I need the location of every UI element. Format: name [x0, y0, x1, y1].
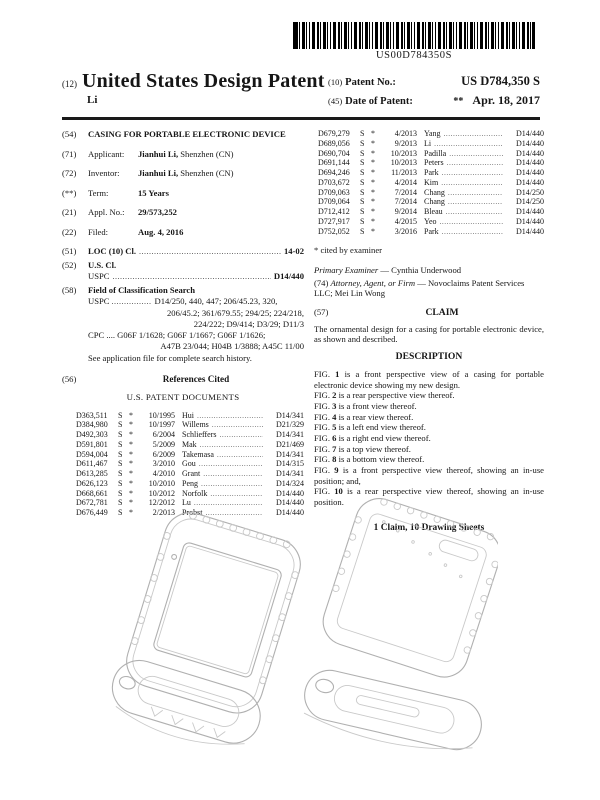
figure-front-perspective-drawing [103, 497, 303, 792]
leader-dots [448, 197, 503, 207]
patent-reference-row [76, 411, 304, 421]
field-number: (54) [62, 129, 77, 139]
ref-examiner-star: * [129, 430, 133, 440]
figure-description-line: FIG. 1 is a front perspective view of a casing for portable electronic device showing my new design. [314, 368, 544, 390]
left-column [62, 129, 304, 534]
ref-examiner-star: * [129, 469, 133, 479]
date-stars: ** [453, 96, 464, 107]
barcode-block [293, 22, 535, 61]
patent-reference-row [76, 459, 304, 469]
leader-dots [449, 149, 503, 159]
ref-inventor-name: Chang [424, 197, 445, 207]
patent-reference-row [318, 227, 544, 237]
applicant-value: Jianhui Li, Shenzhen (CN) [138, 148, 234, 159]
ref-examiner-star: * [371, 197, 375, 207]
patent-reference-row [318, 149, 544, 159]
ref-kind-code: S [360, 207, 365, 216]
patent-references-list-right [314, 129, 544, 236]
ref-doc-number: D363,511 [76, 410, 108, 420]
ref-inventor-name: Bleau [424, 207, 443, 216]
ref-kind-code: S [360, 148, 365, 158]
patent-reference-row [318, 158, 544, 168]
ref-classification: D14/440 [516, 129, 544, 138]
field-number: (58) [62, 285, 77, 296]
ref-classification: D14/440 [516, 158, 544, 168]
ref-inventor-name: Willems [182, 420, 209, 430]
patent-no-label: Patent No.: [345, 77, 396, 88]
ref-kind-code: S [360, 177, 365, 187]
ref-kind-code: S [360, 226, 365, 236]
invention-title: CASING FOR PORTABLE ELECTRONIC DEVICE [88, 129, 286, 139]
ref-doc-number: D626,123 [76, 478, 108, 488]
figure-description-line: FIG. 2 is a rear perspective view thereof. [314, 390, 455, 401]
ref-date: 6/2004 [152, 430, 175, 440]
ref-doc-number: D668,661 [76, 488, 108, 498]
ref-classification: D14/440 [276, 498, 304, 508]
ref-inventor-name: Lu [182, 498, 191, 508]
ref-doc-number: D492,303 [76, 430, 108, 440]
field-number: (51) [62, 246, 77, 256]
ref-kind-code: S [118, 498, 123, 508]
search-uspc-line2: 206/45.2; 361/679.55; 294/25; 224/218, [166, 307, 304, 318]
ref-doc-number: D672,781 [76, 498, 108, 508]
us-class-row [62, 260, 304, 282]
header [62, 70, 540, 112]
leader-dots [442, 168, 503, 178]
ref-classification: D14/315 [276, 459, 304, 469]
search-cpc-line2: A47B 23/044; H04B 1/3888; A45C 11/00 [160, 340, 304, 351]
leader-dots [217, 450, 263, 460]
date-value: Apr. 18, 2017 [472, 93, 540, 107]
ref-kind-code: S [360, 129, 365, 138]
search-uspc-line1: D14/250, 440, 447; 206/45.23, 320, [154, 296, 278, 307]
patent-reference-row [76, 420, 304, 430]
ref-date: 3/2010 [152, 459, 175, 469]
term-label: Term: [88, 187, 109, 198]
patent-reference-row [76, 440, 304, 450]
ref-classification: D14/341 [276, 410, 304, 420]
barcode-icon [293, 22, 535, 49]
field-number: (71) [62, 148, 77, 159]
ref-doc-number: D709,063 [318, 187, 350, 197]
ref-examiner-star: * [371, 138, 375, 148]
two-column-body [62, 129, 544, 534]
ref-date: 3/2016 [394, 226, 417, 236]
loc-class-row [62, 246, 304, 257]
ref-inventor-name: Peters [424, 158, 444, 168]
patent-reference-row [318, 178, 544, 188]
ref-classification: D14/440 [276, 508, 304, 518]
ref-kind-code: S [360, 187, 365, 197]
ref-date: 10/2012 [148, 488, 175, 498]
figure-description-line: FIG. 5 is a left end view thereof. [314, 422, 426, 433]
ref-date: 9/2014 [394, 207, 417, 216]
leader-dots [212, 420, 263, 430]
ref-date: 12/2012 [148, 498, 175, 508]
patent-reference-row [76, 450, 304, 460]
ref-date: 10/2013 [390, 148, 417, 158]
header-right [328, 70, 540, 112]
claim-title: CLAIM [425, 306, 459, 318]
field-number: (56) [62, 373, 77, 384]
figure-description-line: FIG. 7 is a top view thereof. [314, 443, 411, 454]
ref-doc-number: D611,467 [76, 459, 108, 469]
search-history-note: See application file for complete search history. [88, 352, 252, 363]
figure-description-line: FIG. 10 is a rear perspective view thereof, showing an in-use position. [314, 486, 544, 507]
ref-kind-code: S [118, 430, 123, 440]
loc-value: 14-02 [283, 246, 304, 256]
ref-examiner-star: * [129, 439, 133, 449]
ref-classification: D14/440 [516, 168, 544, 177]
attorney-line: (74) Attorney, Agent, or Firm — Novoclaims Patent Services LLC; Mei Lin Wong [314, 277, 525, 299]
ref-classification: D14/341 [276, 469, 304, 479]
ref-doc-number: D694,246 [318, 168, 350, 177]
ref-kind-code: S [118, 478, 123, 488]
ref-examiner-star: * [129, 498, 133, 508]
ref-date: 7/2014 [394, 197, 417, 207]
ref-examiner-star: * [129, 459, 133, 469]
patent-reference-row [318, 139, 544, 149]
barcode-number: US00D784350S [375, 50, 453, 61]
ref-classification: D14/341 [276, 430, 304, 440]
ref-examiner-star: * [371, 187, 375, 197]
ref-classification: D14/341 [276, 449, 304, 459]
ref-classification: D14/440 [516, 138, 544, 148]
references-cited-heading-row [62, 374, 304, 386]
ref-date: 6/2009 [152, 449, 175, 459]
invention-title-row [62, 129, 304, 140]
inventor-row [62, 168, 304, 179]
ref-kind-code: S [118, 449, 123, 459]
date-label: Date of Patent: [345, 96, 413, 107]
field-number: (52) [62, 260, 77, 271]
claim-heading-row [314, 307, 544, 319]
leader-dots [200, 440, 263, 450]
us-cl-label: U.S. Cl. [88, 260, 117, 271]
ref-doc-number: D594,004 [76, 449, 108, 459]
right-column [314, 129, 544, 534]
leader-dots [440, 217, 503, 227]
search-uspc-label: USPC [88, 296, 110, 307]
patent-reference-row [318, 168, 544, 178]
figure-description-line: FIG. 9 is a front perspective view thereof, showing an in-use position; and, [314, 464, 544, 486]
ref-date: 2/2013 [152, 508, 175, 518]
search-cpc-line1: CPC .... G06F 1/1628; G06F 1/1667; G06F 1/1626; [88, 329, 266, 340]
inventor-label: Inventor: [88, 168, 120, 178]
patent-no-value: US D784,350 S [461, 74, 540, 88]
ref-classification: D14/324 [276, 478, 304, 488]
ref-doc-number: D703,672 [318, 177, 350, 187]
leader-dots [203, 469, 263, 479]
figure-description-line: FIG. 4 is a rear view thereof. [314, 411, 414, 422]
patent-reference-row [318, 217, 544, 227]
ref-date: 7/2014 [394, 187, 417, 197]
ref-doc-number: D679,279 [318, 129, 350, 138]
term-value: 15 Years [138, 187, 169, 198]
ref-examiner-star: * [371, 177, 375, 187]
leader-dots [447, 158, 503, 168]
leader-dots [448, 188, 503, 198]
application-number-row [62, 207, 304, 218]
ref-doc-number: D591,801 [76, 439, 108, 449]
leader-dots [113, 271, 271, 282]
ref-inventor-name: Yeo [424, 216, 437, 226]
ref-doc-number: D690,704 [318, 148, 350, 158]
leader-dots [434, 139, 503, 149]
description-title: DESCRIPTION [395, 351, 463, 363]
ref-examiner-star: * [371, 226, 375, 236]
figure-rear-perspective-drawing [293, 495, 498, 760]
appl-no-value: 29/573,252 [138, 207, 177, 217]
ref-classification: D14/250 [516, 197, 544, 207]
ref-doc-number: D709,064 [318, 197, 350, 207]
ref-classification: D21/469 [276, 439, 304, 449]
field-number: (21) [62, 207, 77, 217]
ref-classification: D14/440 [516, 226, 544, 236]
ref-inventor-name: Mak [182, 439, 197, 449]
ref-inventor-name: Padilla [424, 148, 447, 158]
figure-description-line: FIG. 8 is a bottom view thereof. [314, 454, 425, 465]
ref-kind-code: S [118, 469, 123, 479]
ref-date: 4/2015 [394, 216, 417, 226]
leader-dots [444, 129, 503, 139]
ref-classification: D21/329 [276, 420, 304, 430]
references-cited-title: References Cited [162, 373, 230, 384]
patent-reference-row [76, 479, 304, 489]
leader-dots [139, 246, 281, 257]
search-uspc-line3: 224/222; D9/414; D3/29; D11/3 [193, 318, 304, 329]
uspc-label: USPC [88, 271, 110, 282]
ref-inventor-name: Li [424, 138, 432, 148]
ref-classification: D14/440 [516, 216, 544, 226]
term-row [62, 188, 304, 199]
patent-reference-row [318, 188, 544, 198]
patent-reference-row [318, 207, 544, 217]
ref-inventor-name: Park [424, 226, 439, 236]
ref-examiner-star: * [371, 158, 375, 168]
ref-classification: D14/440 [516, 148, 544, 158]
ref-inventor-name: Hui [182, 410, 194, 420]
ref-examiner-star: * [371, 129, 375, 138]
ref-kind-code: S [360, 197, 365, 207]
ref-kind-code: S [118, 439, 123, 449]
leader-dots [442, 227, 503, 237]
ref-date: 9/2013 [394, 138, 417, 148]
leader-dots [197, 411, 263, 421]
doc-kind-number: (12) [62, 79, 77, 89]
leader-dots [441, 178, 503, 188]
ref-kind-code: S [118, 508, 123, 518]
field-number: (22) [62, 226, 77, 237]
ref-doc-number: D384,980 [76, 420, 108, 430]
patent-reference-row [76, 469, 304, 479]
ref-examiner-star: * [129, 478, 133, 488]
inventor-value: Jianhui Li, Shenzhen (CN) [138, 168, 234, 178]
filed-value: Aug. 4, 2016 [138, 226, 184, 237]
ref-examiner-star: * [371, 148, 375, 158]
ref-date: 10/1997 [148, 420, 175, 430]
ref-inventor-name: Park [424, 168, 439, 177]
ref-doc-number: D689,056 [318, 138, 350, 148]
ref-doc-number: D691,144 [318, 158, 350, 168]
ref-inventor-name: Kim [424, 177, 439, 187]
leader-dots [446, 207, 503, 217]
claims-sheets-note: 1 Claim, 10 Drawing Sheets [373, 522, 485, 533]
ref-examiner-star: * [129, 420, 133, 430]
ref-doc-number: D712,412 [318, 207, 350, 216]
applicant-label: Applicant: [88, 148, 125, 159]
ref-inventor-name: Chang [424, 187, 445, 197]
header-left [62, 70, 325, 112]
leader-dots [112, 296, 152, 307]
ref-inventor-name: Schlieffers [182, 430, 217, 440]
filed-label: Filed: [88, 226, 109, 237]
loc-label: LOC (10) Cl. [88, 246, 136, 256]
ref-kind-code: S [118, 410, 123, 420]
ref-doc-number: D613,285 [76, 469, 108, 479]
ref-date: 10/2010 [148, 478, 175, 488]
ref-date: 10/2013 [390, 158, 417, 168]
field-of-search-row [62, 285, 304, 363]
us-patent-documents-subtitle: U.S. PATENT DOCUMENTS [126, 392, 240, 403]
field-of-search-label: Field of Classification Search [88, 285, 196, 296]
filed-row [62, 227, 304, 238]
ref-examiner-star: * [129, 449, 133, 459]
ref-kind-code: S [118, 488, 123, 498]
ref-examiner-star: * [129, 488, 133, 498]
ref-examiner-star: * [371, 207, 375, 216]
appl-no-label: Appl. No.: [88, 207, 125, 217]
ref-date: 11/2013 [391, 168, 417, 177]
ref-kind-code: S [360, 216, 365, 226]
date-field-number: (45) [328, 96, 343, 106]
cited-by-examiner-note: * cited by examiner [314, 245, 383, 256]
ref-examiner-star: * [129, 508, 133, 518]
field-number: (57) [314, 306, 329, 317]
primary-examiner-line: Primary Examiner — Cynthia Underwood [314, 264, 462, 275]
ref-examiner-star: * [129, 410, 133, 420]
claim-text: The ornamental design for a casing for portable electronic device, as shown and described. [314, 323, 544, 345]
header-divider [62, 117, 540, 120]
figure-description-line: FIG. 3 is a front view thereof. [314, 400, 417, 411]
ref-doc-number: D752,052 [318, 226, 350, 236]
ref-inventor-name: Grant [182, 469, 201, 479]
ref-classification: D14/250 [516, 187, 544, 197]
ref-kind-code: S [360, 138, 365, 148]
ref-inventor-name: Yang [424, 129, 441, 138]
ref-examiner-star: * [371, 216, 375, 226]
ref-date: 5/2009 [152, 439, 175, 449]
ref-classification: D14/440 [516, 177, 544, 187]
ref-kind-code: S [118, 420, 123, 430]
ref-inventor-name: Probst [182, 508, 203, 518]
applicant-row [62, 149, 304, 160]
patent-no-field-number: (10) [328, 77, 343, 87]
inventor-surname: Li [87, 94, 98, 106]
figure-descriptions [314, 369, 544, 508]
ref-date: 4/2010 [152, 469, 175, 479]
leader-dots [220, 430, 263, 440]
patent-reference-row [318, 197, 544, 207]
ref-inventor-name: Norfolk [182, 488, 208, 498]
leader-dots [201, 479, 263, 489]
ref-inventor-name: Gou [182, 459, 196, 469]
ref-kind-code: S [118, 459, 123, 469]
ref-examiner-star: * [371, 168, 375, 177]
ref-doc-number: D676,449 [76, 508, 108, 518]
ref-inventor-name: Peng [182, 478, 198, 488]
field-number: (**) [62, 187, 77, 198]
patent-reference-row [76, 430, 304, 440]
ref-kind-code: S [360, 158, 365, 168]
leader-dots [199, 459, 263, 469]
ref-inventor-name: Takemasa [182, 449, 214, 459]
ref-date: 4/2013 [394, 129, 417, 138]
ref-doc-number: D727,917 [318, 216, 350, 226]
ref-date: 10/1995 [148, 410, 175, 420]
ref-classification: D14/440 [276, 488, 304, 498]
field-number: (72) [62, 168, 77, 178]
uspc-value: D14/440 [273, 271, 304, 282]
ref-kind-code: S [360, 168, 365, 177]
figure-description-line: FIG. 6 is a right end view thereof. [314, 432, 431, 443]
ref-date: 4/2014 [394, 177, 417, 187]
patent-reference-row [318, 129, 544, 139]
ref-classification: D14/440 [516, 207, 544, 216]
page-title: United States Design Patent [82, 70, 325, 92]
